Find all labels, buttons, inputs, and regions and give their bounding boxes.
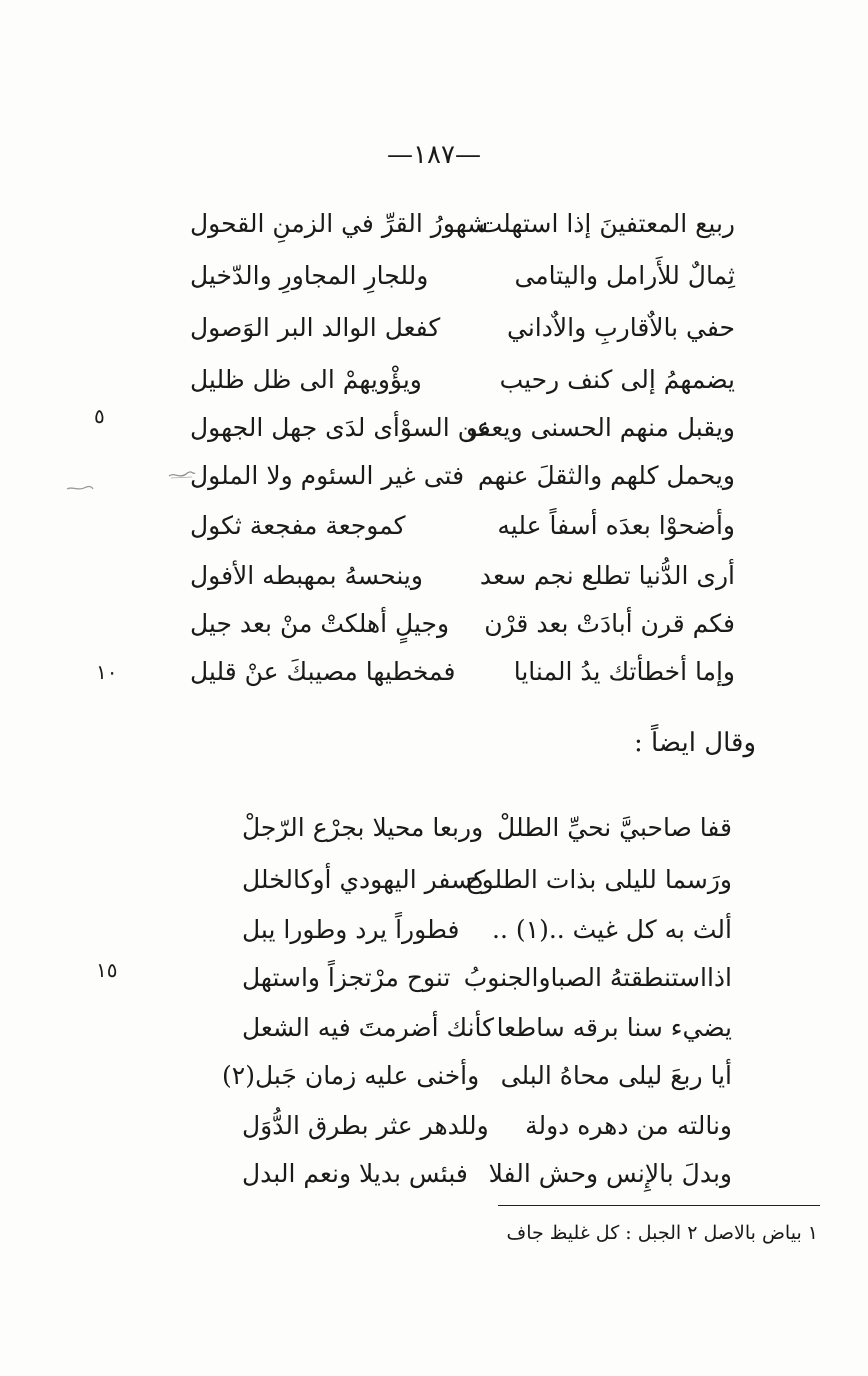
verse-first-hemistich: قفا صاحبيَّ نحيِّ الطللْ — [497, 813, 732, 842]
verse-line — [190, 410, 735, 446]
verse-line — [190, 258, 735, 294]
verse-line — [242, 1108, 732, 1144]
verse-first-hemistich: ورَسما لليلى بذات الطلوح — [465, 865, 732, 894]
verse-line — [190, 206, 735, 242]
verse-second-hemistich: كأنك أضرمتَ فيه الشعل — [242, 1013, 495, 1042]
verse-line — [190, 654, 735, 690]
verse-first-hemistich: ونالته من دهره دولة — [525, 1111, 732, 1140]
margin-line-number: ١٠ — [96, 660, 118, 684]
verse-second-hemistich: وربعا محيلا بجرْع الرّجلْ — [242, 813, 484, 842]
verse-line — [190, 508, 735, 544]
section-heading: وقال ايضاً : — [633, 728, 756, 758]
page-number: —١٨٧— — [387, 140, 481, 170]
margin-line-number: ٥ — [94, 404, 105, 428]
verse-first-hemistich: ثِمالٌ للأَرامل واليتامى — [514, 261, 735, 290]
margin-line-number: ١٥ — [96, 958, 118, 982]
verse-first-hemistich: ربيع المعتفينَ إذا استهلت — [478, 209, 735, 238]
verse-second-hemistich: كسفر اليهودي أوكالخلل — [242, 865, 486, 894]
verse-line — [242, 1010, 732, 1046]
verse-second-hemistich: وينحسهُ بمهبطه الأفول — [190, 561, 423, 590]
verse-line — [242, 810, 732, 846]
verse-first-hemistich: ألث به كل غيث ..(١) .. — [492, 915, 732, 944]
verse-line — [242, 960, 732, 996]
verse-line — [242, 912, 732, 948]
verse-second-hemistich: تنوح مرْتجزاً واستهل — [242, 963, 451, 992]
verse-second-hemistich: فمخطيها مصيبكَ عنْ قليل — [190, 657, 456, 686]
verse-line — [190, 458, 735, 494]
verse-line — [190, 362, 735, 398]
ink-smudge-mark — [66, 484, 94, 492]
ink-smudge-mark — [168, 470, 196, 480]
verse-second-hemistich: شهورُ القرِّ في الزمنِ القحول — [190, 209, 489, 238]
verse-line — [222, 1058, 732, 1094]
verse-second-hemistich: وجيلٍ أهلكتْ منْ بعد جيل — [190, 609, 450, 638]
verse-line — [242, 1156, 732, 1192]
verse-line — [190, 310, 735, 346]
verse-first-hemistich: حفي بالاٌقاربِ والاٌداني — [507, 313, 735, 342]
verse-second-hemistich: كموجعة مفجعة ثكول — [190, 511, 406, 540]
footnote: ١ بياض بالاصل ٢ الجبل : كل غليظ جاف — [506, 1222, 818, 1244]
footnote-rule — [498, 1205, 820, 1206]
verse-first-hemistich: يضيء سنا برقه ساطعا — [496, 1013, 732, 1042]
verse-first-hemistich: اذااستنطقتهُ الصباوالجنوبُ — [463, 963, 732, 992]
verse-first-hemistich: ويحمل كلهم والثقلَ عنهم — [477, 461, 735, 490]
verse-first-hemistich: وإما أخطأتك يدُ المنايا — [513, 657, 735, 686]
verse-second-hemistich: وأخنى عليه زمان جَبل(٢) — [222, 1061, 480, 1090]
verse-second-hemistich: فطوراً يرد وطورا يبل — [242, 915, 460, 944]
verse-first-hemistich: وبدلَ بالإِنس وحش الفلا — [488, 1159, 732, 1188]
verse-second-hemistich: كفعل الوالد البر الوَصول — [190, 313, 441, 342]
verse-first-hemistich: ويقبل منهم الحسنى ويعفو — [465, 413, 735, 442]
verse-second-hemistich: عن السوْأى لدَى جهل الجهول — [190, 413, 492, 442]
verse-second-hemistich: ويؤْويهمْ الى ظل ظليل — [190, 365, 422, 394]
verse-line — [190, 606, 735, 642]
verse-second-hemistich: فتى غير السئوم ولا الملول — [190, 461, 465, 490]
verse-first-hemistich: يضمهمُ إلى كنف رحيب — [499, 365, 735, 394]
verse-second-hemistich: وللدهر عثر بطرق الدُّوَل — [242, 1111, 489, 1140]
verse-second-hemistich: فبئس بديلا ونعم البدل — [242, 1159, 468, 1188]
verse-second-hemistich: وللجارِ المجاورِ والدّخيل — [190, 261, 429, 290]
verse-first-hemistich: وأضحوْا بعدَه أسفاً عليه — [497, 511, 735, 540]
verse-first-hemistich: فكم قرن أبادَتْ بعد قرْن — [484, 609, 735, 638]
verse-line — [190, 558, 735, 594]
verse-first-hemistich: أرى الدُّنيا تطلع نجم سعد — [479, 561, 735, 590]
verse-first-hemistich: أيا ربعَ ليلى محاهُ البلى — [500, 1061, 732, 1090]
verse-line — [242, 862, 732, 898]
